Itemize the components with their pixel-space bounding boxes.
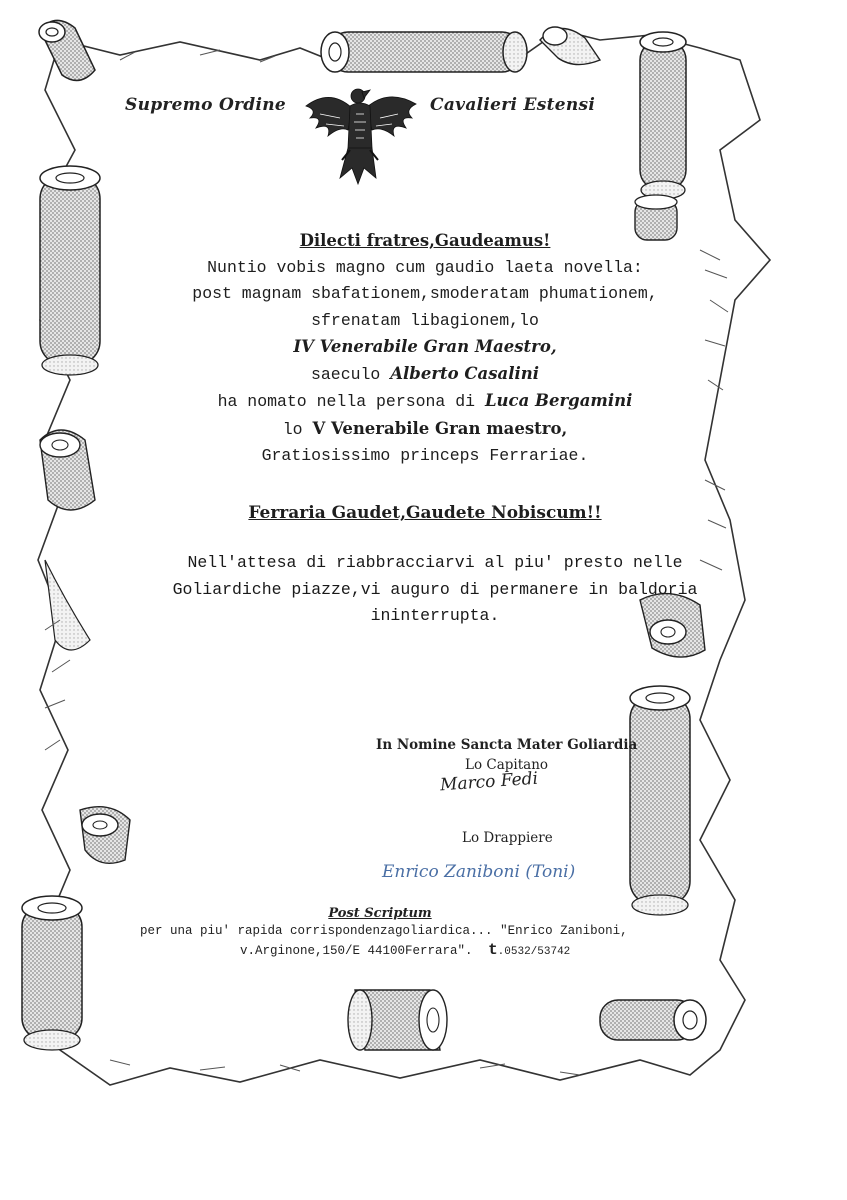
scroll-right-upper (640, 32, 686, 199)
scroll-curl-top-left (39, 20, 95, 80)
letter-line-6 (95, 388, 755, 416)
flagbearer-signature: Enrico Zaniboni (Toni) (382, 862, 576, 882)
lo-word: lo (282, 419, 303, 439)
phone-number: .0532/53742 (497, 946, 571, 958)
eagle-icon (300, 78, 422, 190)
order-title-left: Supremo Ordine (125, 95, 287, 115)
letter-line-1: Nuntio vobis magno cum gaudio laeta novella: (207, 257, 643, 277)
scroll-left-middle (40, 430, 95, 650)
scroll-left-lower (80, 807, 130, 864)
new-master-title: V Venerabile Gran maestro, (312, 418, 568, 438)
closing-line-2: Goliardiche piazze,vi auguro di permanere in baldoria (172, 579, 698, 599)
letter-line-2: post magnam sbafationem,smoderatam phumationem, (192, 284, 658, 303)
new-master-name: Luca Bergamini (484, 391, 633, 410)
postscript-text-1: per una piu' rapida corrispondenzagoliardica... (140, 924, 493, 938)
scroll-right-lower (630, 686, 690, 915)
scroll-curl-top-right (540, 27, 600, 65)
scroll-bottom-right (600, 1000, 706, 1040)
letter-line-3: sfrenatam libagionem,lo (311, 310, 539, 330)
letter-line-8: Gratiosissimo princeps Ferrariae. (261, 446, 589, 465)
letter-line-5 (95, 361, 755, 389)
letter-closing (95, 550, 775, 630)
letter-line-7 (95, 416, 755, 444)
scroll-left-upper (40, 166, 100, 375)
postscript-address: v.Arginone,150/E 44100Ferrara". (240, 944, 473, 958)
postscript-line-1 (140, 924, 628, 938)
letter-cheer: Ferraria Gaudet,Gaudete Nobiscum!! (248, 503, 602, 523)
scroll-top-center (321, 32, 527, 72)
captain-title: Lo Capitano (465, 757, 549, 773)
closing-line-1: Nell'attesa di riabbracciarvi al piu' presto nelle (187, 553, 683, 572)
closing-line-3: ininterrupta. (370, 606, 500, 625)
flagbearer-title: Lo Drappiere (462, 830, 553, 846)
scroll-bottom-left (22, 896, 82, 1050)
saeculo-word: saeculo (311, 364, 381, 384)
postscript-name: "Enrico Zaniboni, (500, 924, 628, 938)
captain-signature: Marco Fedi (439, 768, 539, 796)
scroll-bottom-center (348, 990, 447, 1050)
letter-greeting: Dilecti fratres,Gaudeamus! (299, 231, 551, 250)
postscript-title: Post Scriptum (328, 906, 432, 921)
invocation: In Nomine Sancta Mater Goliardia (376, 737, 638, 753)
past-master-name: Alberto Casalini (390, 363, 539, 383)
nomination-text: ha nomato nella persona di (217, 392, 476, 411)
order-title-right: Cavalieri Estensi (430, 95, 596, 115)
postscript-line-2 (140, 941, 620, 959)
letter-body (95, 228, 755, 470)
postscript (140, 906, 628, 959)
phone-mark: t (488, 941, 498, 959)
letter-line-4: IV Venerabile Gran Maestro, (293, 337, 557, 356)
